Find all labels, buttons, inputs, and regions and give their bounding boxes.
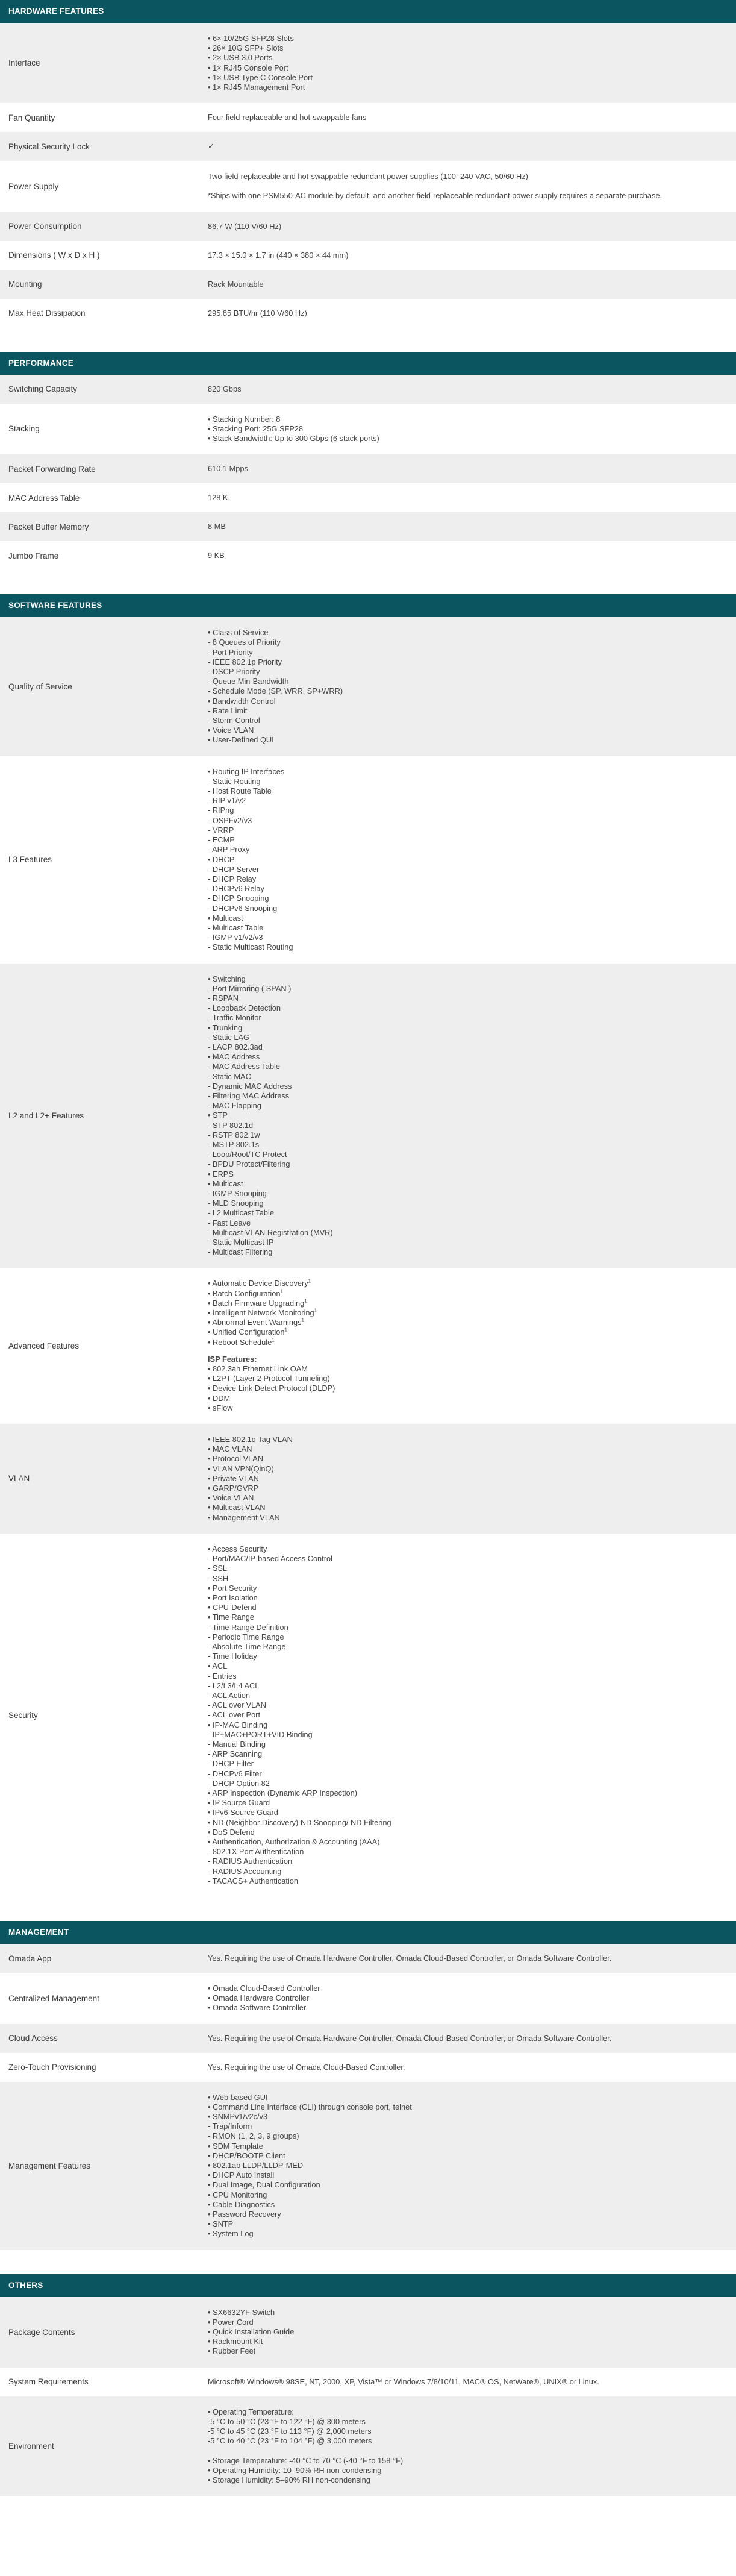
spec-label: Max Heat Dissipation	[8, 309, 86, 318]
spec-label: Environment	[8, 2441, 54, 2451]
spec-value-line: • 26× 10G SFP+ Slots	[208, 43, 284, 53]
spec-value-list	[208, 280, 728, 289]
spec-value-line: • 1× USB Type C Console Port	[208, 72, 313, 82]
spec-value-line: - RADIUS Accounting	[208, 1866, 282, 1876]
spec-value-line: • Quick Installation Guide	[208, 2327, 295, 2337]
spec-label: Packet Buffer Memory	[8, 522, 89, 531]
spec-label: Centralized Management	[8, 1993, 99, 2003]
spec-row-packet-forwarding-rate	[0, 454, 736, 483]
spec-label: System Requirements	[8, 2377, 89, 2387]
spec-value-line: - Queue Min-Bandwidth	[208, 677, 289, 686]
spec-value	[198, 483, 736, 512]
spec-label: Power Consumption	[8, 222, 82, 231]
spec-value-line: - ACL Action	[208, 1690, 250, 1700]
spec-value-line: - DHCP Relay	[208, 874, 257, 883]
spec-value-line: • Class of Service	[208, 628, 269, 638]
spec-row-dimensions-w-x-d-x-h	[0, 241, 736, 270]
spec-value-list	[208, 974, 728, 1258]
spec-row-management-features	[0, 2082, 736, 2250]
spec-value-line: - Time Range Definition	[208, 1622, 288, 1632]
spec-value-line: - DHCP Filter	[208, 1759, 254, 1769]
spec-value-line: • Cable Diagnostics	[208, 2199, 275, 2209]
spec-value-list	[208, 1435, 728, 1523]
spec-row-switching-capacity	[0, 375, 736, 404]
spec-value-line: - LACP 802.3ad	[208, 1042, 263, 1051]
spec-value-list	[208, 464, 728, 474]
spec-row-power-consumption	[0, 212, 736, 241]
spec-value	[198, 617, 736, 756]
spec-row-package-contents	[0, 2297, 736, 2368]
spec-value-list	[208, 551, 728, 560]
spec-value-list	[208, 222, 728, 231]
spec-value-paragraph: Two field-replaceable and hot-swappable redundant power supplies (100–240 VAC, 50/60 Hz)	[208, 172, 528, 181]
spec-value-line: • VLAN VPN(QinQ)	[208, 1464, 274, 1473]
spec-value-line: • Intelligent Network Monitoring$^1$	[208, 1308, 317, 1318]
spec-value-line: - Port Priority	[208, 647, 253, 657]
spec-label: VLAN	[8, 1474, 30, 1484]
spec-value-line: - TACACS+ Authentication	[208, 1876, 298, 1885]
spec-value-line: 8 MB	[208, 522, 226, 531]
spec-row-l3-features	[0, 756, 736, 964]
spec-row-vlan	[0, 1424, 736, 1534]
spec-value-line: - IEEE 802.1p Priority	[208, 657, 282, 666]
spec-value-line: • Stack Bandwidth: Up to 300 Gbps (6 stack ports)	[208, 434, 379, 443]
spec-value	[198, 2368, 736, 2396]
spec-value-line: • L2PT (Layer 2 Protocol Tunneling)	[208, 1374, 330, 1384]
spec-value-list	[208, 628, 728, 745]
spec-value	[198, 270, 736, 299]
spec-value-list	[208, 767, 728, 953]
spec-value-line: - RADIUS Authentication	[208, 1857, 293, 1866]
spec-value-line: • 1× RJ45 Management Port	[208, 83, 305, 92]
spec-label: Dimensions ( W x D x H )	[8, 251, 100, 260]
spec-value-line: - ARP Scanning	[208, 1749, 263, 1759]
spec-value-line: • SX6632YF Switch	[208, 2307, 275, 2317]
spec-value-line: • Switching	[208, 974, 246, 983]
spec-value-line: • DHCP	[208, 854, 235, 864]
spec-value-list	[208, 384, 728, 394]
spec-label: Advanced Features	[8, 1341, 80, 1351]
spec-value-line: - Host Route Table	[208, 786, 272, 796]
spec-value-line: - OSPFv2/v3	[208, 815, 252, 825]
spec-value-line: • ERPS	[208, 1169, 234, 1179]
spec-value	[198, 132, 736, 161]
spec-value-list	[208, 522, 728, 531]
spec-value-line: • sFlow	[208, 1403, 233, 1412]
spec-value-line: - DHCPv6 Snooping	[208, 903, 278, 913]
spec-value-line: 17.3 × 15.0 × 1.7 in (440 × 380 × 44 mm)	[208, 250, 349, 260]
spec-label: Security	[8, 1710, 38, 1720]
spec-value-line: • DHCP Auto Install	[208, 2170, 275, 2180]
spec-value-line: Microsoft® Windows® 98SE, NT, 2000, XP, Vista™ or Windows 7/8/10/11, MAC® OS, NetWare®, UNIX® or Linux.	[208, 2377, 599, 2386]
spec-value-list	[208, 1984, 728, 2013]
spec-value-line: • Port Isolation	[208, 1593, 258, 1602]
spec-value-line: -5 °C to 40 °C (23 °F to 104 °F) @ 3,000 meters	[208, 2436, 372, 2446]
spec-label: Management Features	[8, 2161, 90, 2170]
spec-label: Stacking	[8, 424, 40, 434]
spec-value-line: -5 °C to 45 °C (23 °F to 113 °F) @ 2,000 meters	[208, 2427, 372, 2436]
spec-value-list	[208, 1279, 728, 1413]
spec-value-line: - RSPAN	[208, 993, 239, 1003]
spec-value-paragraph: *Ships with one PSM550-AC module by default, and another field-replaceable redundant power supply requires a separate purchase.	[208, 191, 663, 201]
spec-value-line: - L2/L3/L4 ACL	[208, 1681, 260, 1690]
spec-value-line: • SNTP	[208, 2219, 234, 2229]
spec-label: Physical Security Lock	[8, 142, 90, 151]
spec-value-line: • MAC Address	[208, 1052, 260, 1062]
spec-value-list	[208, 2308, 728, 2357]
spec-value-line: • SDM Template	[208, 2141, 263, 2151]
spec-value-line: 820 Gbps	[208, 384, 242, 393]
spec-value	[198, 512, 736, 541]
spec-row-advanced-features	[0, 1268, 736, 1424]
section-title-performance: PERFORMANCE	[0, 352, 736, 375]
spec-value-line: • IEEE 802.1q Tag VLAN	[208, 1435, 293, 1444]
spec-label: L3 Features	[8, 855, 52, 865]
spec-value-line: • 6× 10/25G SFP28 Slots	[208, 34, 294, 43]
spec-value-line: • Operating Temperature:	[208, 2407, 294, 2416]
spec-value-line: - Schedule Mode (SP, WRR, SP+WRR)	[208, 686, 343, 696]
spec-value-line: • Dual Image, Dual Configuration	[208, 2180, 320, 2190]
spec-label: L2 and L2+ Features	[8, 1111, 84, 1120]
section-title-management: MANAGEMENT	[0, 1921, 736, 1944]
spec-row-l2-and-l2-features	[0, 964, 736, 1268]
spec-value-line: - ACL over Port	[208, 1710, 261, 1720]
spec-value-line: • 1× RJ45 Console Port	[208, 63, 288, 72]
spec-value-line: • Port Security	[208, 1583, 257, 1593]
spec-value-list	[208, 309, 728, 318]
spec-value	[198, 1973, 736, 2024]
spec-value-line: - Static LAG	[208, 1032, 249, 1042]
spec-label: Interface	[8, 58, 40, 68]
spec-row-security	[0, 1534, 736, 1897]
isp-features-heading: ISP Features:	[208, 1354, 257, 1364]
spec-value	[198, 103, 736, 132]
spec-value	[198, 299, 736, 328]
spec-value	[198, 1944, 736, 1973]
section-title-software-features: SOFTWARE FEATURES	[0, 594, 736, 617]
spec-value-line: • Rackmount Kit	[208, 2337, 263, 2346]
spec-label: MAC Address Table	[8, 493, 80, 503]
spec-value-line: • Operating Humidity: 10–90% RH non-condensing	[208, 2465, 382, 2475]
spec-value-line: - Time Holiday	[208, 1652, 257, 1661]
spec-value-line: • Command Line Interface (CLI) through console port, telnet	[208, 2102, 412, 2111]
spec-value-list	[208, 1544, 728, 1886]
spec-value-line: - Storm Control	[208, 716, 260, 725]
spec-value-line: - SSL	[208, 1564, 228, 1573]
spec-value-line: • Multicast	[208, 1179, 243, 1188]
spec-value-line: - STP 802.1d	[208, 1120, 254, 1130]
spec-value-line: • Trunking	[208, 1023, 243, 1032]
spec-value-line: - IGMP Snooping	[208, 1189, 267, 1198]
spec-value-line: - L2 Multicast Table	[208, 1208, 275, 1218]
spec-label: Switching Capacity	[8, 384, 78, 394]
spec-value-line: • Private VLAN	[208, 1473, 259, 1483]
spec-value	[198, 1534, 736, 1897]
spec-value	[198, 375, 736, 404]
spec-value-line: • Routing IP Interfaces	[208, 766, 285, 776]
spec-value-line: • Abnormal Event Warnings$^1$	[208, 1317, 304, 1327]
spec-value-line: - RMON (1, 2, 3, 9 groups)	[208, 2131, 299, 2141]
spec-row-jumbo-frame	[0, 541, 736, 570]
spec-row-zero-touch-provisioning	[0, 2053, 736, 2082]
spec-table-performance	[0, 375, 736, 571]
spec-value-line: - Multicast Table	[208, 923, 264, 932]
spec-value-line: • User-Defined QUI	[208, 735, 274, 745]
spec-value-line: - IGMP v1/v2/v3	[208, 933, 263, 942]
spec-value-line: • Storage Temperature: -40 °C to 70 °C (-40 °F to 158 °F)	[208, 2455, 404, 2465]
spec-value-line: • Reboot Schedule$^1$	[208, 1337, 275, 1347]
spec-value-line: • Stacking Number: 8	[208, 414, 281, 424]
spec-value-list	[208, 2093, 728, 2239]
spec-value-line: - Rate Limit	[208, 706, 248, 715]
spec-value-line: • Rubber Feet	[208, 2346, 256, 2356]
spec-value-line: Yes. Requiring the use of Omada Hardware Controller, Omada Cloud-Based Controller, or Omada Software Controller.	[208, 2033, 612, 2043]
spec-value-line: • Voice VLAN	[208, 725, 254, 735]
spec-value	[198, 756, 736, 964]
spec-value-line: • 2× USB 3.0 Ports	[208, 53, 273, 63]
spec-value-line: • STP	[208, 1111, 228, 1120]
spec-value-line: - RIPng	[208, 806, 234, 815]
spec-value	[198, 1268, 736, 1424]
spec-value	[198, 2396, 736, 2496]
spec-value-line: - Multicast VLAN Registration (MVR)	[208, 1227, 333, 1237]
spec-value	[198, 454, 736, 483]
spec-value-line: ✓	[208, 142, 214, 151]
spec-value-line: • Unified Configuration$^1$	[208, 1327, 287, 1337]
spec-label: Omada App	[8, 1954, 52, 1963]
spec-value-line: - MAC Flapping	[208, 1101, 261, 1111]
spec-label: Cloud Access	[8, 2034, 58, 2043]
spec-table-software-features	[0, 617, 736, 1897]
spec-value-list	[208, 251, 728, 260]
spec-value	[198, 964, 736, 1268]
spec-value-line: - MSTP 802.1s	[208, 1139, 260, 1149]
spec-value	[198, 161, 736, 212]
spec-row-fan-quantity	[0, 103, 736, 132]
spec-value-line: • CPU Monitoring	[208, 2190, 267, 2199]
spec-value-line: • ND (Neighbor Discovery) ND Snooping/ ND Filtering	[208, 1817, 391, 1827]
spec-value-list	[208, 142, 728, 151]
spec-value-line: • Device Link Detect Protocol (DLDP)	[208, 1384, 335, 1393]
spec-value-line: • Password Recovery	[208, 2210, 281, 2219]
spec-value-line: - Manual Binding	[208, 1739, 266, 1749]
spec-value-line: - Loopback Detection	[208, 1003, 281, 1013]
spec-value-list	[208, 415, 728, 444]
spec-value	[198, 212, 736, 241]
spec-row-packet-buffer-memory	[0, 512, 736, 541]
spec-value-line: 128 K	[208, 493, 228, 503]
spec-value-list	[208, 493, 728, 503]
spec-label: Package Contents	[8, 2327, 75, 2337]
spec-value-line: • Time Range	[208, 1612, 255, 1622]
spec-row-physical-security-lock	[0, 132, 736, 161]
spec-value-line: - Port Mirroring ( SPAN )	[208, 983, 292, 993]
spec-value-line: - DHCP Server	[208, 864, 260, 874]
spec-value-line: • Automatic Device Discovery$^1$	[208, 1279, 311, 1288]
spec-value-line: - Static Routing	[208, 776, 261, 786]
spec-value-line: - VRRP	[208, 825, 234, 835]
spec-value-line	[208, 2446, 728, 2455]
spec-value-list	[208, 2407, 728, 2486]
spec-row-system-requirements	[0, 2368, 736, 2396]
spec-value-line: 86.7 W (110 V/60 Hz)	[208, 221, 282, 231]
spec-row-environment	[0, 2396, 736, 2496]
spec-value-line: - DHCP Option 82	[208, 1778, 270, 1788]
spec-value-line: • 802.1ab LLDP/LLDP-MED	[208, 2161, 304, 2170]
spec-row-cloud-access	[0, 2024, 736, 2053]
spec-value-line: • Multicast	[208, 913, 243, 923]
spec-row-stacking	[0, 404, 736, 455]
spec-value	[198, 1424, 736, 1534]
spec-value-line: • Management VLAN	[208, 1512, 280, 1522]
section-title-hardware-features: HARDWARE FEATURES	[0, 0, 736, 23]
spec-value-line: - Static MAC	[208, 1071, 251, 1081]
spec-value-line: • Omada Software Controller	[208, 2003, 307, 2013]
section-title-others: OTHERS	[0, 2274, 736, 2297]
spec-value-line: • System Log	[208, 2229, 254, 2239]
spec-value-line: - Periodic Time Range	[208, 1632, 284, 1641]
spec-value-line: • Web-based GUI	[208, 2092, 268, 2102]
spec-value-line: - RIP v1/v2	[208, 796, 246, 806]
spec-value	[198, 541, 736, 570]
spec-value-list	[208, 2063, 728, 2072]
spec-table-management	[0, 1944, 736, 2250]
spec-table-hardware-features	[0, 23, 736, 328]
spec-value-line: • Omada Hardware Controller	[208, 1993, 310, 2003]
spec-value-line: - Filtering MAC Address	[208, 1091, 290, 1100]
spec-value-line: - Traffic Monitor	[208, 1013, 261, 1023]
spec-value-line: Yes. Requiring the use of Omada Hardware Controller, Omada Cloud-Based Controller, or Omada Software Controller.	[208, 1953, 612, 1963]
spec-value-line: • Protocol VLAN	[208, 1454, 263, 1464]
spec-value-line: • IPv6 Source Guard	[208, 1808, 278, 1817]
spec-value-line: - BPDU Protect/Filtering	[208, 1159, 290, 1169]
spec-value-line: • Omada Cloud-Based Controller	[208, 1984, 320, 1993]
spec-value-list	[208, 1954, 728, 1963]
spec-value-line: - DHCPv6 Relay	[208, 884, 264, 894]
spec-value-line: - Absolute Time Range	[208, 1641, 286, 1651]
spec-row-centralized-management	[0, 1973, 736, 2024]
spec-value-list	[208, 34, 728, 92]
spec-row-quality-of-service	[0, 617, 736, 756]
spec-value-line: Yes. Requiring the use of Omada Cloud-Based Controller.	[208, 2062, 405, 2072]
spec-value	[198, 2082, 736, 2250]
spec-value-line: • Authentication, Authorization & Accounting (AAA)	[208, 1837, 380, 1846]
spec-value-line: 295.85 BTU/hr (110 V/60 Hz)	[208, 308, 307, 318]
spec-value-line: - Multicast Filtering	[208, 1247, 273, 1257]
spec-value-line: • ARP Inspection (Dynamic ARP Inspection)	[208, 1788, 357, 1797]
spec-value-line: - DHCP Snooping	[208, 894, 269, 903]
spec-value-line: -5 °C to 50 °C (23 °F to 122 °F) @ 300 meters	[208, 2416, 366, 2426]
spec-value	[198, 2053, 736, 2082]
spec-label: Zero-Touch Provisioning	[8, 2063, 96, 2072]
spec-value-line: • DHCP/BOOTP Client	[208, 2151, 285, 2160]
spec-value-line: • Power Cord	[208, 2317, 254, 2327]
spec-value-line: • IP Source Guard	[208, 1798, 270, 1808]
spec-value-line: • SNMPv1/v2c/v3	[208, 2112, 268, 2122]
spec-value-line: • DDM	[208, 1393, 231, 1403]
spec-value-line: - Entries	[208, 1671, 237, 1681]
spec-value-line: 9 KB	[208, 551, 225, 560]
spec-value-line: • Stacking Port: 25G SFP28	[208, 424, 304, 433]
spec-value-line: • Storage Humidity: 5–90% RH non-condensing	[208, 2475, 370, 2485]
spec-value-list	[208, 2034, 728, 2043]
spec-row-mac-address-table	[0, 483, 736, 512]
spec-value	[198, 241, 736, 270]
spec-value-line: • IP-MAC Binding	[208, 1720, 268, 1729]
spec-value-line: • Bandwidth Control	[208, 696, 276, 706]
spec-value-line: - Dynamic MAC Address	[208, 1081, 292, 1091]
spec-row-mounting	[0, 270, 736, 299]
spec-value-line: - Static Multicast IP	[208, 1238, 274, 1247]
spec-label: Jumbo Frame	[8, 551, 59, 560]
spec-value-line: - Fast Leave	[208, 1218, 251, 1227]
spec-value-line: - ACL over VLAN	[208, 1700, 266, 1710]
spec-value-line: • Access Security	[208, 1544, 267, 1553]
spec-label: Mounting	[8, 280, 42, 289]
spec-value-line: • GARP/GVRP	[208, 1484, 259, 1493]
spec-value-line: - Static Multicast Routing	[208, 942, 293, 952]
spec-row-max-heat-dissipation	[0, 299, 736, 328]
spec-table-others	[0, 2297, 736, 2496]
spec-value-line: • MAC VLAN	[208, 1444, 252, 1454]
spec-value	[198, 404, 736, 455]
spec-value-line: • Batch Configuration$^1$	[208, 1288, 283, 1298]
spec-value-line: - 8 Queues of Priority	[208, 638, 281, 647]
spec-value-line: - ECMP	[208, 835, 235, 845]
spec-value-line: • 802.3ah Ethernet Link OAM	[208, 1364, 308, 1374]
spec-value-list	[208, 2377, 728, 2387]
spec-label: Packet Forwarding Rate	[8, 464, 96, 474]
spec-value-list	[208, 113, 728, 122]
spec-value	[198, 2297, 736, 2368]
spec-value-line: - MLD Snooping	[208, 1199, 264, 1208]
spec-value-line: - Port/MAC/IP-based Access Control	[208, 1554, 332, 1564]
spec-row-omada-app	[0, 1944, 736, 1973]
spec-value-line: - DHCPv6 Filter	[208, 1769, 262, 1778]
spec-value-line: • Batch Firmware Upgrading$^1$	[208, 1298, 307, 1308]
spec-value-line: • DoS Defend	[208, 1827, 255, 1837]
spec-row-interface	[0, 23, 736, 103]
spec-value-line: • ACL	[208, 1661, 228, 1671]
spec-value-line: - Loop/Root/TC Protect	[208, 1150, 287, 1159]
spec-row-power-supply	[0, 161, 736, 212]
spec-value-line: - MAC Address Table	[208, 1062, 280, 1071]
spec-value-line: - RSTP 802.1w	[208, 1130, 260, 1139]
spec-value-line: - SSH	[208, 1573, 229, 1583]
spec-value	[198, 23, 736, 103]
spec-value-line: - IP+MAC+PORT+VID Binding	[208, 1729, 313, 1739]
spec-value-line: • CPU-Defend	[208, 1603, 257, 1612]
spec-value-line: Four field-replaceable and hot-swappable fans	[208, 113, 367, 122]
spec-value-line: 610.1 Mpps	[208, 464, 248, 474]
spec-value-line: - 802.1X Port Authentication	[208, 1847, 304, 1857]
spec-value-line: Rack Mountable	[208, 279, 264, 289]
spec-value	[198, 2024, 736, 2053]
spec-value-line: • Multicast VLAN	[208, 1503, 266, 1512]
spec-value-line: - Trap/Inform	[208, 2122, 252, 2131]
spec-label: Fan Quantity	[8, 113, 55, 122]
spec-label: Power Supply	[8, 181, 59, 191]
spec-value-line: • Voice VLAN	[208, 1493, 254, 1503]
spec-value-line: - ARP Proxy	[208, 845, 250, 854]
spec-label: Quality of Service	[8, 682, 72, 691]
spec-value-line: - DSCP Priority	[208, 667, 260, 677]
